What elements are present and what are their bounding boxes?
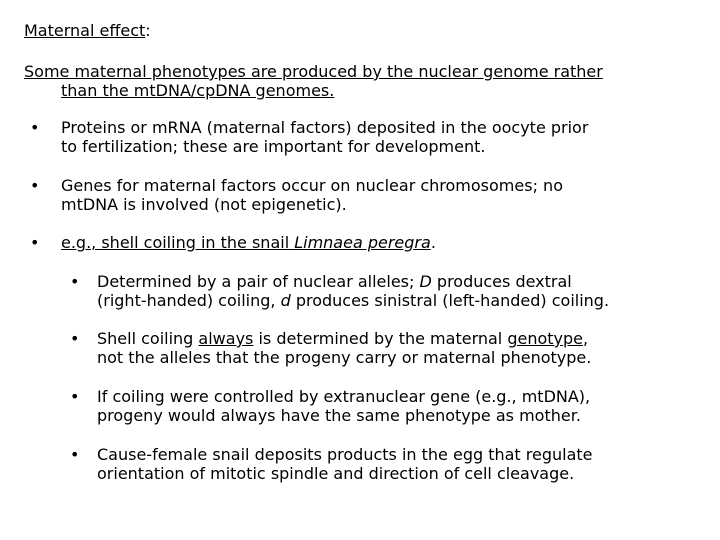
sub-bullet-2-line-1	[97, 329, 709, 348]
sub-bullet-2-line-2: not the alleles that the progeny carry or maternal phenotype.	[97, 348, 592, 367]
sub-bullet-1-line-1	[97, 272, 709, 291]
text-run: ,	[583, 329, 589, 348]
intro-line-1: Some maternal phenotypes are produced by the nuclear genome rather	[24, 62, 603, 81]
allele-symbol: D	[419, 272, 432, 291]
bullet-1-line-2: to fertilization; these are important for development.	[61, 137, 486, 156]
sub-bullet-3-line-1: If coiling were controlled by extranuclear gene (e.g., mtDNA),	[97, 387, 591, 406]
sub-bullet-4-line-2: orientation of mitotic spindle and direction of cell cleavage.	[97, 464, 575, 483]
bullet-icon: •	[70, 387, 80, 406]
bullet-3-prefix: e.g., shell coiling in the snail	[61, 233, 295, 252]
heading-colon: :	[145, 21, 151, 40]
bullet-icon: •	[30, 118, 40, 137]
emphasis-genotype: genotype	[507, 329, 584, 348]
text-run: Shell coiling	[97, 329, 199, 348]
bullet-icon: •	[70, 445, 80, 464]
emphasis-always: always	[198, 329, 254, 348]
sub-bullet-1-line-2	[97, 291, 709, 310]
bullet-3-suffix: .	[430, 233, 436, 252]
text-run: (right-handed) coiling,	[97, 291, 281, 310]
text-run: Determined by a pair of nuclear alleles;	[97, 272, 420, 291]
bullet-icon: •	[30, 233, 40, 252]
bullet-1-line-1: Proteins or mRNA (maternal factors) deposited in the oocyte prior	[61, 118, 589, 137]
sub-bullet-4-line-1: Cause-female snail deposits products in the egg that regulate	[97, 445, 593, 464]
text-run: is determined by the maternal	[253, 329, 508, 348]
slide-heading	[24, 21, 151, 41]
bullet-3-line	[61, 233, 431, 252]
bullet-icon: •	[70, 272, 80, 291]
allele-symbol: d	[280, 291, 291, 310]
intro-paragraph	[24, 62, 684, 100]
text-run: produces sinistral (left-handed) coiling.	[290, 291, 610, 310]
sub-bullet-3-line-2: progeny would always have the same phenotype as mother.	[97, 406, 581, 425]
bullet-icon: •	[30, 176, 40, 195]
intro-line-2: than the mtDNA/cpDNA genomes.	[61, 81, 335, 100]
text-run: produces dextral	[431, 272, 572, 291]
bullet-2-line-2: mtDNA is involved (not epigenetic).	[61, 195, 347, 214]
bullet-icon: •	[70, 329, 80, 348]
heading-label: Maternal effect	[24, 21, 146, 40]
bullet-2-line-1: Genes for maternal factors occur on nuclear chromosomes; no	[61, 176, 563, 195]
species-name: Limnaea peregra	[294, 233, 431, 252]
